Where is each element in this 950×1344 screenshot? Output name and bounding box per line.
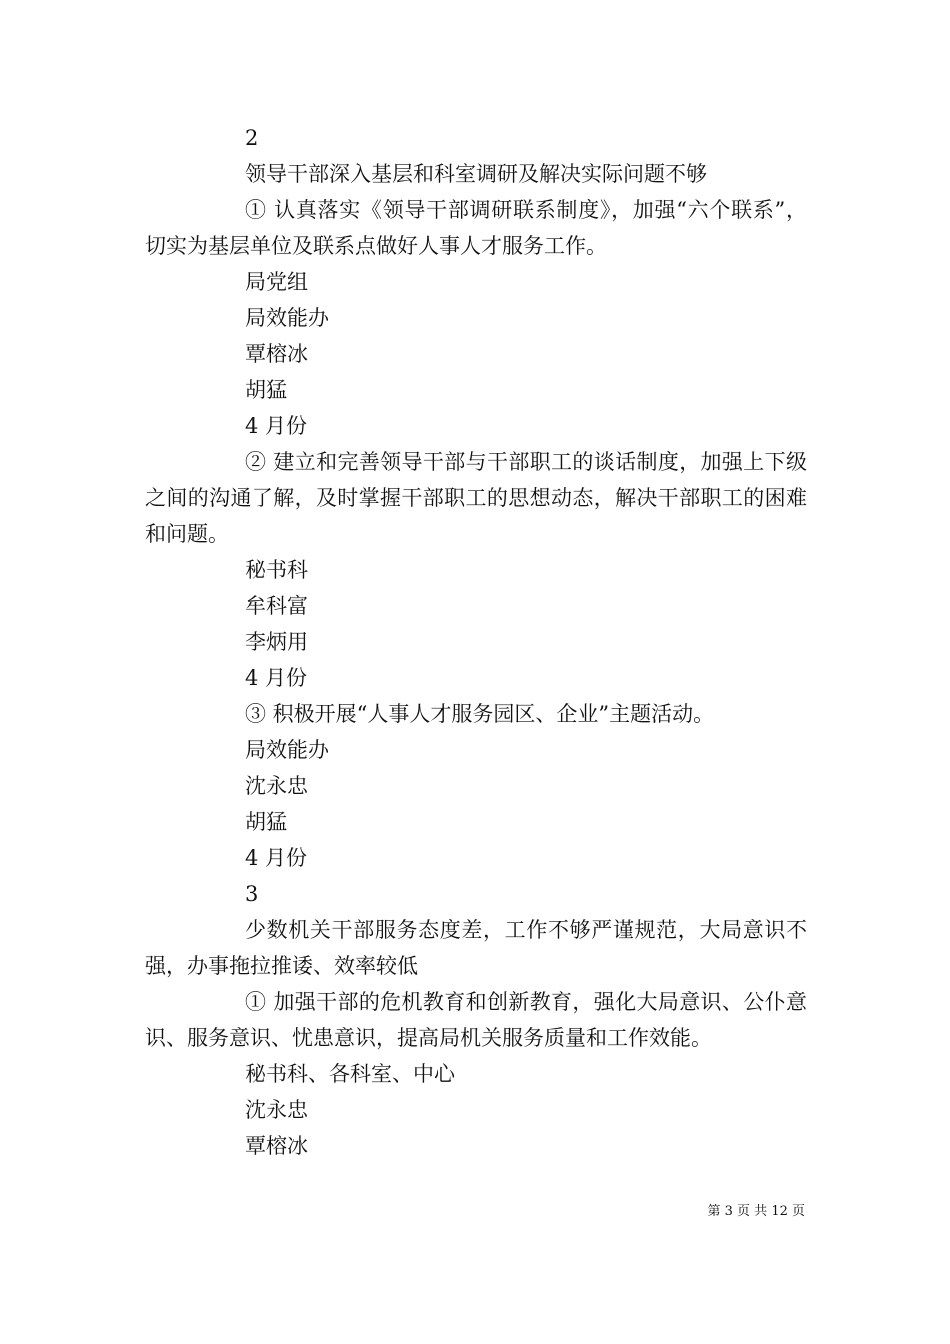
deadline: 4 月份 (245, 666, 308, 690)
problem-text: 领导干部深入基层和科室调研及解决实际问题不够 (245, 162, 707, 186)
responsible-person: 李炳用 (245, 630, 308, 654)
measure-text: ① 加强干部的危机教育和创新教育，强化大局意识、公仆意识、服务意识、忧患意识，提高局机关服务质量和工作效能。 (145, 990, 807, 1050)
item-number: 2 (245, 126, 259, 150)
item-number: 3 (245, 882, 259, 906)
responsible-leader: 牟科富 (245, 594, 308, 618)
deadline: 4 月份 (245, 846, 308, 870)
responsible-unit: 局效能办 (245, 738, 329, 762)
responsible-leader: 沈永忠 (245, 1098, 308, 1122)
page-number: 第 3 页 共 12 页 (707, 1204, 805, 1219)
responsible-unit: 局效能办 (245, 306, 329, 330)
document-body (145, 120, 807, 1164)
responsible-leader: 沈永忠 (245, 774, 308, 798)
responsible-leader: 覃榕冰 (245, 342, 308, 366)
responsible-unit: 秘书科、各科室、中心 (245, 1062, 455, 1086)
deadline: 4 月份 (245, 414, 308, 438)
responsible-person: 覃榕冰 (245, 1134, 308, 1158)
problem-text: 少数机关干部服务态度差，工作不够严谨规范，大局意识不强，办事拖拉推诿、效率较低 (145, 918, 807, 978)
responsible-unit: 局党组 (245, 270, 308, 294)
measure-text: ② 建立和完善领导干部与干部职工的谈话制度，加强上下级之间的沟通了解，及时掌握干部职工的思想动态，解决干部职工的困难和问题。 (145, 450, 807, 546)
responsible-unit: 秘书科 (245, 558, 308, 582)
measure-text: ③ 积极开展“人事人才服务园区、企业”主题活动。 (245, 702, 715, 726)
responsible-person: 胡猛 (245, 810, 287, 834)
measure-text: ① 认真落实《领导干部调研联系制度》，加强“六个联系”，切实为基层单位及联系点做好人事人才服务工作。 (145, 198, 807, 258)
responsible-person: 胡猛 (245, 378, 287, 402)
